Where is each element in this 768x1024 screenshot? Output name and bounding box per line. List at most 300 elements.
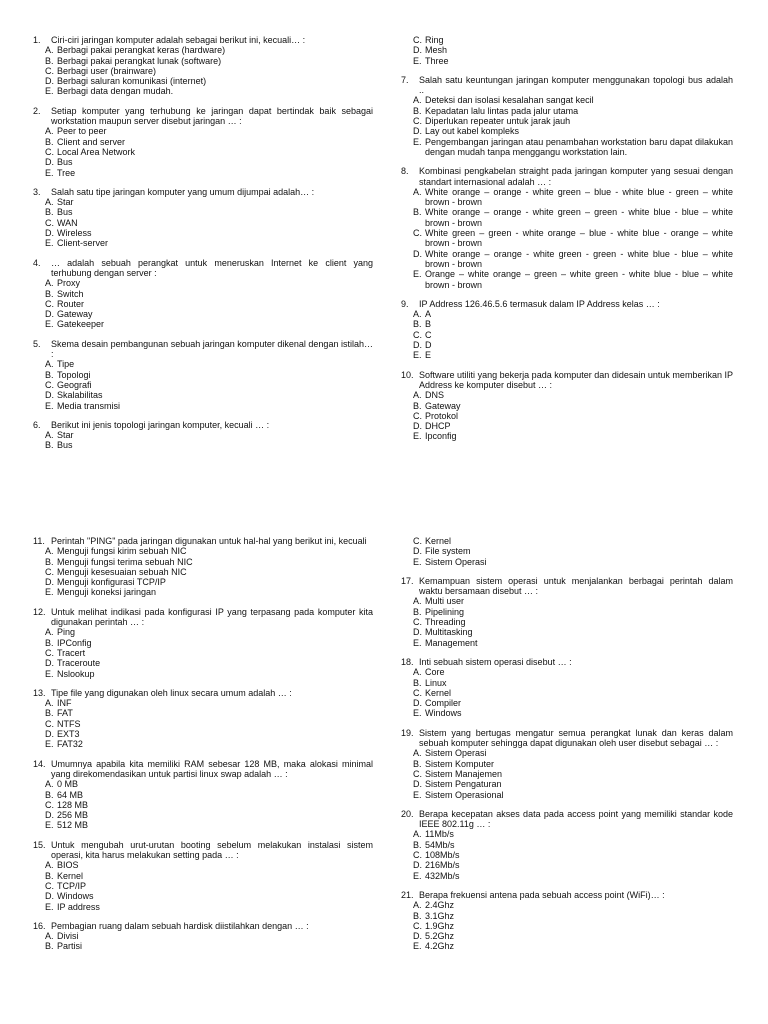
question-stem bbox=[33, 187, 373, 197]
option-letter: B. bbox=[413, 677, 422, 688]
option-text: Ping bbox=[57, 627, 76, 638]
answer-option bbox=[33, 390, 373, 400]
question-number: 5. bbox=[33, 338, 41, 349]
option-text: 64 MB bbox=[57, 789, 84, 800]
option-letter: C. bbox=[413, 920, 422, 931]
option-text: 5.2Ghz bbox=[425, 931, 455, 942]
option-text: Menguji kesesuaian sebuah NIC bbox=[57, 566, 187, 577]
continued-options bbox=[401, 536, 733, 567]
answer-option bbox=[401, 596, 733, 606]
option-letter: C. bbox=[413, 228, 422, 239]
answer-option bbox=[33, 557, 373, 567]
option-letter: D. bbox=[45, 228, 54, 239]
question-number: 20. bbox=[401, 808, 414, 819]
option-letter: B. bbox=[413, 319, 422, 330]
answer-option bbox=[33, 228, 373, 238]
option-text: Kernel bbox=[425, 536, 452, 546]
answer-option bbox=[33, 440, 373, 450]
option-letter: E. bbox=[45, 820, 54, 831]
answer-option bbox=[401, 546, 733, 556]
option-letter: E. bbox=[413, 55, 422, 66]
option-letter: B. bbox=[413, 910, 422, 921]
question-10 bbox=[401, 370, 733, 442]
option-text: Management bbox=[425, 637, 478, 648]
answer-option bbox=[401, 627, 733, 637]
option-letter: C. bbox=[45, 647, 54, 658]
answer-option bbox=[33, 891, 373, 901]
option-letter: E. bbox=[45, 587, 54, 598]
question-17 bbox=[401, 576, 733, 648]
option-text: Traceroute bbox=[57, 658, 101, 669]
option-letter: C. bbox=[45, 217, 54, 228]
answer-option bbox=[401, 688, 733, 698]
answer-option bbox=[401, 748, 733, 758]
question-text: … adalah sebuah perangkat untuk meneruskan Internet ke client yang terhubung dengan server : bbox=[51, 257, 373, 278]
answer-option bbox=[33, 860, 373, 870]
option-letter: E. bbox=[45, 400, 54, 411]
answer-option bbox=[33, 157, 373, 167]
question-16 bbox=[33, 921, 373, 952]
answer-option bbox=[401, 759, 733, 769]
question-text: Skema desain pembangunan sebuah jaringan komputer dikenal dengan istilah… : bbox=[51, 338, 373, 360]
option-text: Menguji fungsi terima sebuah NIC bbox=[57, 556, 193, 567]
option-text: 512 MB bbox=[57, 820, 89, 831]
question-number: 6. bbox=[33, 419, 41, 430]
answer-option bbox=[401, 921, 733, 931]
option-text: EXT3 bbox=[57, 729, 80, 740]
question-number: 16. bbox=[33, 920, 46, 931]
option-letter: A. bbox=[413, 748, 422, 759]
option-text: Router bbox=[57, 298, 85, 309]
option-letter: D. bbox=[413, 627, 422, 638]
option-text: Divisi bbox=[57, 931, 79, 942]
question-6 bbox=[33, 420, 373, 451]
answer-option bbox=[401, 871, 733, 881]
question-1 bbox=[33, 35, 373, 97]
question-stem bbox=[33, 106, 373, 127]
answer-option bbox=[33, 299, 373, 309]
option-text: Lay out kabel kompleks bbox=[425, 126, 520, 137]
option-text: Threading bbox=[425, 617, 466, 628]
answer-option bbox=[401, 187, 733, 208]
option-text: Sistem Operasi bbox=[425, 556, 487, 567]
answer-option bbox=[401, 829, 733, 839]
option-text: IP address bbox=[57, 901, 100, 912]
answer-option bbox=[33, 669, 373, 679]
answer-option bbox=[401, 56, 733, 66]
option-text: DHCP bbox=[425, 421, 451, 432]
answer-option bbox=[33, 66, 373, 76]
option-letter: B. bbox=[45, 288, 54, 299]
answer-option bbox=[401, 340, 733, 350]
question-14 bbox=[33, 759, 373, 831]
option-letter: A. bbox=[45, 45, 54, 56]
option-letter: B. bbox=[45, 941, 54, 952]
option-text: Pengembangan jaringan atau penambahan workstation baru dapat dilakukan dengan mudah tanpa menggangu workstation lain. bbox=[425, 136, 733, 157]
question-stem bbox=[401, 370, 733, 391]
answer-option bbox=[33, 567, 373, 577]
answer-option bbox=[33, 56, 373, 66]
question-19 bbox=[401, 728, 733, 800]
option-letter: C. bbox=[413, 617, 422, 628]
option-text: Windows bbox=[425, 708, 462, 719]
answer-option bbox=[401, 421, 733, 431]
answer-option bbox=[401, 536, 733, 546]
option-letter: A. bbox=[413, 829, 422, 840]
question-13 bbox=[33, 688, 373, 750]
option-letter: A. bbox=[45, 359, 54, 370]
option-letter: E. bbox=[413, 556, 422, 567]
option-text: 108Mb/s bbox=[425, 850, 460, 861]
column-page2-right bbox=[401, 536, 733, 961]
question-number: 13. bbox=[33, 687, 46, 698]
option-letter: E. bbox=[413, 637, 422, 648]
answer-option bbox=[33, 698, 373, 708]
answer-option bbox=[33, 800, 373, 810]
option-letter: C. bbox=[413, 850, 422, 861]
option-letter: A. bbox=[45, 430, 54, 441]
option-text: Nslookup bbox=[57, 668, 95, 679]
question-number: 2. bbox=[33, 105, 41, 116]
option-text: TCP/IP bbox=[57, 880, 87, 891]
question-number: 21. bbox=[401, 889, 414, 900]
option-text: IPConfig bbox=[57, 637, 92, 648]
option-text: Berbagi data dengan mudah. bbox=[57, 86, 174, 97]
option-text: Geografi bbox=[57, 379, 92, 390]
option-letter: C. bbox=[413, 410, 422, 421]
option-letter: B. bbox=[45, 789, 54, 800]
answer-option bbox=[33, 719, 373, 729]
option-letter: C. bbox=[413, 687, 422, 698]
option-text: White orange – orange - white green - green - white blue - blue – white brown - brown bbox=[425, 248, 733, 269]
question-stem bbox=[401, 890, 733, 900]
question-stem bbox=[33, 688, 373, 698]
option-letter: B. bbox=[413, 207, 422, 218]
option-text: Kernel bbox=[425, 687, 452, 698]
option-letter: C. bbox=[413, 35, 422, 45]
answer-option bbox=[401, 431, 733, 441]
question-stem bbox=[33, 921, 373, 931]
answer-option bbox=[401, 900, 733, 910]
question-number: 19. bbox=[401, 727, 414, 738]
option-letter: D. bbox=[45, 729, 54, 740]
option-letter: D. bbox=[45, 658, 54, 669]
option-letter: E. bbox=[45, 739, 54, 750]
question-number: 14. bbox=[33, 758, 46, 769]
option-letter: A. bbox=[413, 390, 422, 401]
option-text: Client-server bbox=[57, 238, 109, 249]
option-text: WAN bbox=[57, 217, 78, 228]
option-letter: E. bbox=[45, 319, 54, 330]
option-text: Star bbox=[57, 197, 74, 208]
option-text: 432Mb/s bbox=[425, 870, 460, 881]
option-text: Multitasking bbox=[425, 627, 473, 638]
option-letter: E. bbox=[45, 86, 54, 97]
option-letter: D. bbox=[413, 779, 422, 790]
option-letter: B. bbox=[45, 556, 54, 567]
option-letter: C. bbox=[45, 65, 54, 76]
answer-option bbox=[33, 207, 373, 217]
option-text: Sistem Operasional bbox=[425, 789, 504, 800]
answer-option bbox=[401, 557, 733, 567]
question-15 bbox=[33, 840, 373, 912]
answer-option bbox=[401, 678, 733, 688]
answer-option bbox=[33, 309, 373, 319]
option-letter: D. bbox=[45, 76, 54, 87]
option-letter: A. bbox=[413, 309, 422, 320]
answer-option bbox=[33, 790, 373, 800]
answer-option bbox=[33, 658, 373, 668]
option-text: Tracert bbox=[57, 647, 86, 658]
option-letter: B. bbox=[413, 400, 422, 411]
answer-option bbox=[33, 238, 373, 248]
question-stem bbox=[33, 840, 373, 861]
answer-option bbox=[401, 309, 733, 319]
option-letter: C. bbox=[45, 880, 54, 891]
answer-option bbox=[401, 769, 733, 779]
option-letter: D. bbox=[45, 157, 54, 168]
option-text: Orange – white orange – green – white green - white blue - blue – white brown - brown bbox=[425, 269, 733, 290]
question-7 bbox=[401, 75, 733, 157]
answer-option bbox=[33, 147, 373, 157]
question-2 bbox=[33, 106, 373, 178]
question-text: Untuk melihat indikasi pada konfigurasi IP yang terpasang pada komputer kita digunakan perintah … : bbox=[51, 606, 373, 628]
answer-option bbox=[401, 207, 733, 228]
question-8 bbox=[401, 166, 733, 290]
option-text: Proxy bbox=[57, 278, 81, 289]
option-letter: C. bbox=[45, 799, 54, 810]
answer-option bbox=[33, 820, 373, 830]
option-text: INF bbox=[57, 698, 72, 709]
answer-option bbox=[33, 587, 373, 597]
option-text: Sistem Pengaturan bbox=[425, 779, 502, 790]
question-number: 3. bbox=[33, 186, 41, 197]
option-letter: B. bbox=[413, 105, 422, 116]
option-text: Skalabilitas bbox=[57, 390, 103, 401]
option-text: 2.4Ghz bbox=[425, 900, 455, 911]
question-text: Berapa frekuensi antena pada sebuah access point (WiFi)… : bbox=[419, 889, 665, 900]
answer-option bbox=[401, 617, 733, 627]
option-text: Diperlukan repeater untuk jarak jauh bbox=[425, 116, 571, 127]
option-text: NTFS bbox=[57, 718, 81, 729]
option-letter: C. bbox=[413, 768, 422, 779]
answer-option bbox=[401, 330, 733, 340]
question-text: Untuk mengubah urut-urutan booting sebelum melakukan instalasi sistem operasi, kita harus melakukan setting pada … : bbox=[51, 839, 373, 861]
option-letter: A. bbox=[45, 779, 54, 790]
question-text: Berapa kecepatan akses data pada access point yang memiliki standar kode IEEE 802.11g … : bbox=[419, 808, 733, 830]
option-letter: A. bbox=[413, 186, 422, 197]
option-text: 54Mb/s bbox=[425, 839, 455, 850]
answer-option bbox=[33, 137, 373, 147]
answer-option bbox=[33, 86, 373, 96]
answer-option bbox=[401, 35, 733, 45]
question-stem bbox=[33, 536, 373, 546]
answer-option bbox=[33, 218, 373, 228]
question-text: IP Address 126.46.5.6 termasuk dalam IP Address kelas … : bbox=[419, 298, 660, 309]
answer-option bbox=[401, 708, 733, 718]
question-12 bbox=[33, 607, 373, 679]
question-text: Kombinasi pengkabelan straight pada jaringan komputer yang sesuai dengan standart internasional adalah … : bbox=[419, 166, 733, 187]
option-letter: D. bbox=[45, 577, 54, 588]
column-page1-right bbox=[401, 35, 733, 451]
answer-option bbox=[33, 810, 373, 820]
question-text: Pembagian ruang dalam sebuah hardisk diistilahkan dengan … : bbox=[51, 920, 309, 931]
option-letter: C. bbox=[413, 536, 422, 546]
option-text: Bus bbox=[57, 440, 73, 451]
answer-option bbox=[33, 319, 373, 329]
answer-option bbox=[401, 106, 733, 116]
question-20 bbox=[401, 809, 733, 881]
option-text: D bbox=[425, 340, 432, 351]
question-number: 1. bbox=[33, 35, 41, 45]
answer-option bbox=[401, 941, 733, 951]
option-letter: C. bbox=[45, 566, 54, 577]
option-text: Berbagi pakai perangkat keras (hardware) bbox=[57, 45, 226, 56]
continued-options bbox=[401, 35, 733, 66]
question-18 bbox=[401, 657, 733, 719]
option-text: C bbox=[425, 329, 432, 340]
option-letter: B. bbox=[45, 708, 54, 719]
option-text: 3.1Ghz bbox=[425, 910, 455, 921]
option-text: Client and server bbox=[57, 136, 126, 147]
option-letter: C. bbox=[413, 116, 422, 127]
option-letter: B. bbox=[45, 440, 54, 451]
option-text: Berbagi saluran komunikasi (internet) bbox=[57, 76, 207, 87]
question-text: Umumnya apabila kita memiliki RAM sebesar 128 MB, maka alokasi minimal yang direkomendasikan untuk partisi linux swap adalah … : bbox=[51, 758, 373, 779]
question-text: Kemampuan sistem operasi untuk menjalankan berbagai perintah dalam waktu bersamaan disebut … : bbox=[419, 575, 733, 597]
option-text: Compiler bbox=[425, 698, 462, 709]
answer-option bbox=[33, 289, 373, 299]
option-letter: B. bbox=[45, 136, 54, 147]
question-4 bbox=[33, 258, 373, 330]
question-stem bbox=[401, 728, 733, 749]
answer-option bbox=[401, 390, 733, 400]
option-letter: E. bbox=[413, 708, 422, 719]
answer-option bbox=[401, 350, 733, 360]
option-text: White orange – orange - white green – blue - white blue - green – white brown - brown bbox=[425, 186, 733, 208]
option-letter: E. bbox=[45, 668, 54, 679]
question-text: Sistem yang bertugas mengatur semua perangkat lunak dan keras dalam sebuah komputer sehingga dapat digunakan oleh user disebut sebagai … : bbox=[419, 727, 733, 749]
answer-option bbox=[401, 607, 733, 617]
option-text: Star bbox=[57, 430, 74, 441]
option-text: Multi user bbox=[425, 596, 465, 607]
answer-option bbox=[33, 708, 373, 718]
option-text: FAT bbox=[57, 708, 73, 719]
option-letter: D. bbox=[45, 891, 54, 902]
question-text: Berikut ini jenis topologi jaringan komputer, kecuali … : bbox=[51, 419, 270, 430]
question-text: Tipe file yang digunakan oleh linux secara umum adalah … : bbox=[51, 687, 292, 698]
option-text: 256 MB bbox=[57, 810, 89, 821]
option-text: White green – green - white orange – blue - white blue - orange – white brown - brown bbox=[425, 228, 733, 249]
option-text: FAT32 bbox=[57, 739, 83, 750]
option-letter: B. bbox=[45, 369, 54, 380]
option-text: Gatekeeper bbox=[57, 319, 105, 330]
option-letter: B. bbox=[45, 870, 54, 881]
option-text: B bbox=[425, 319, 432, 330]
option-text: Sistem Manajemen bbox=[425, 768, 503, 779]
option-letter: B. bbox=[45, 55, 54, 66]
question-stem bbox=[33, 607, 373, 628]
answer-option bbox=[401, 638, 733, 648]
option-letter: A. bbox=[45, 197, 54, 208]
answer-option bbox=[401, 860, 733, 870]
question-stem bbox=[401, 166, 733, 187]
question-number: 4. bbox=[33, 257, 41, 268]
option-text: Bus bbox=[57, 207, 73, 218]
option-letter: C. bbox=[45, 379, 54, 390]
option-text: Protokol bbox=[425, 410, 459, 421]
option-text: Menguji fungsi kirim sebuah NIC bbox=[57, 546, 187, 557]
answer-option bbox=[33, 627, 373, 637]
option-text: 128 MB bbox=[57, 799, 89, 810]
option-text: Berbagi pakai perangkat lunak (software) bbox=[57, 55, 222, 66]
option-letter: A. bbox=[413, 596, 422, 607]
question-stem bbox=[33, 759, 373, 780]
answer-option bbox=[401, 95, 733, 105]
option-letter: A. bbox=[45, 278, 54, 289]
option-text: BIOS bbox=[57, 860, 79, 871]
option-letter: C. bbox=[45, 146, 54, 157]
answer-option bbox=[401, 779, 733, 789]
option-letter: A. bbox=[45, 126, 54, 137]
option-text: Deteksi dan isolasi kesalahan sangat kecil bbox=[425, 95, 594, 106]
option-letter: A. bbox=[45, 698, 54, 709]
answer-option bbox=[33, 359, 373, 369]
answer-option bbox=[33, 577, 373, 587]
question-text: Salah satu tipe jaringan komputer yang umum dijumpai adalah… : bbox=[51, 186, 315, 197]
answer-option bbox=[401, 667, 733, 677]
option-letter: D. bbox=[413, 546, 422, 557]
answer-option bbox=[33, 729, 373, 739]
option-letter: A. bbox=[45, 860, 54, 871]
answer-option bbox=[33, 380, 373, 390]
option-letter: C. bbox=[45, 718, 54, 729]
option-letter: D. bbox=[45, 390, 54, 401]
question-number: 12. bbox=[33, 606, 46, 617]
option-letter: A. bbox=[413, 95, 422, 106]
answer-option bbox=[401, 45, 733, 55]
answer-option bbox=[33, 902, 373, 912]
question-stem bbox=[401, 657, 733, 667]
option-text: DNS bbox=[425, 390, 445, 401]
answer-option bbox=[401, 411, 733, 421]
answer-option bbox=[33, 941, 373, 951]
option-text: Windows bbox=[57, 891, 94, 902]
answer-option bbox=[33, 871, 373, 881]
option-text: Gateway bbox=[425, 400, 461, 411]
option-text: 1.9Ghz bbox=[425, 920, 455, 931]
answer-option bbox=[401, 911, 733, 921]
column-page2-left bbox=[33, 536, 373, 961]
option-text: Core bbox=[425, 667, 445, 678]
option-letter: D. bbox=[413, 126, 422, 137]
answer-option bbox=[401, 319, 733, 329]
answer-option bbox=[33, 45, 373, 55]
question-number: 11. bbox=[33, 536, 45, 546]
option-text: Kepadatan lalu lintas pada jalur utama bbox=[425, 105, 579, 116]
option-letter: D. bbox=[413, 421, 422, 432]
question-stem bbox=[33, 258, 373, 279]
option-text: Peer to peer bbox=[57, 126, 107, 137]
option-text: 4.2Ghz bbox=[425, 941, 455, 952]
option-letter: E. bbox=[413, 941, 422, 952]
answer-option bbox=[33, 638, 373, 648]
option-text: Tree bbox=[57, 167, 76, 178]
option-letter: E. bbox=[413, 269, 422, 280]
option-text: File system bbox=[425, 546, 471, 557]
answer-option bbox=[33, 370, 373, 380]
question-number: 8. bbox=[401, 166, 409, 177]
